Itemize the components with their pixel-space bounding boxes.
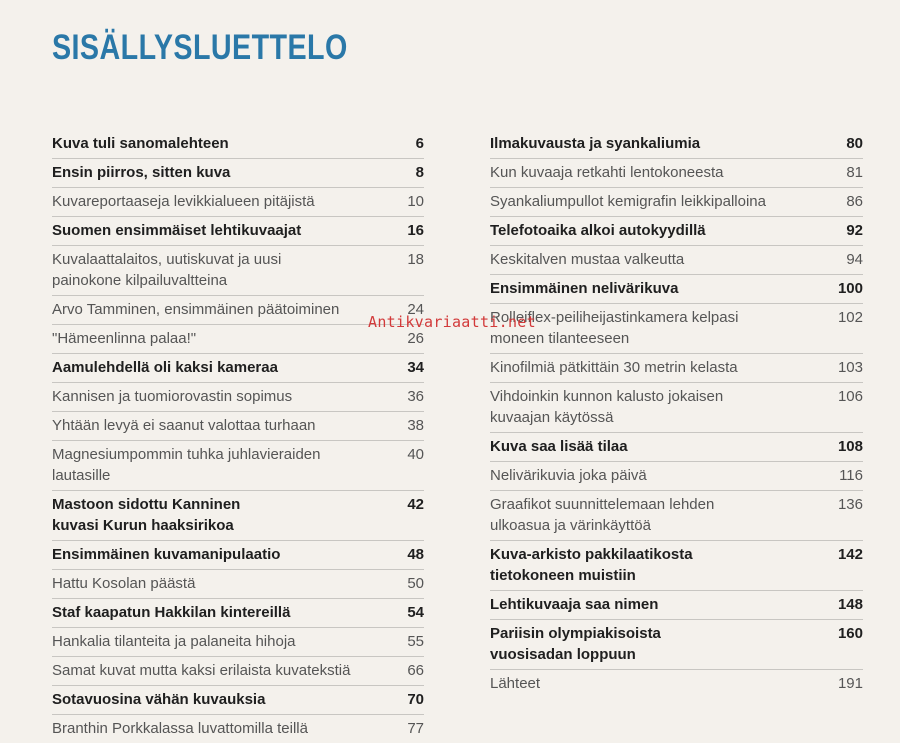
toc-chapter-entry bbox=[52, 217, 424, 246]
toc-chapter-entry bbox=[490, 433, 863, 462]
toc-entry-title: Samat kuvat mutta kaksi erilaista kuvatekstiä bbox=[52, 662, 351, 679]
toc-section-entry bbox=[490, 188, 863, 217]
toc-chapter-entry bbox=[52, 541, 424, 570]
toc-section-entry bbox=[52, 570, 424, 599]
toc-chapter-entry bbox=[490, 620, 863, 670]
toc-entry-title: Arvo Tamminen, ensimmäinen päätoiminen bbox=[52, 301, 340, 318]
page-title: SISÄLLYSLUETTELO bbox=[52, 28, 348, 67]
toc-section-entry bbox=[490, 491, 863, 541]
toc-chapter-entry bbox=[490, 275, 863, 304]
toc-entry-title: Kun kuvaaja retkahti lentokoneesta bbox=[490, 164, 724, 181]
toc-entry-page: 142 bbox=[837, 546, 863, 563]
toc-entry-title: Vihdoinkin kunnon kalusto jokaisen kuvaajan käytössä bbox=[490, 388, 724, 426]
toc-entry-page: 106 bbox=[837, 388, 863, 405]
toc-entry-page: 80 bbox=[846, 135, 863, 152]
toc-entry-title: Ensimmäinen kuvamanipulaatio bbox=[52, 546, 281, 563]
toc-entry-title: Graafikot suunnittelemaan lehden ulkoasua ja värinkäyttöä bbox=[490, 496, 715, 534]
toc-entry-page: 10 bbox=[407, 193, 424, 210]
toc-section-entry bbox=[490, 354, 863, 383]
toc-entry-page: 48 bbox=[407, 546, 424, 563]
toc-entry-title: Magnesiumpommin tuhka juhlavieraiden lautasille bbox=[52, 446, 321, 484]
toc-entry-title: Kuva tuli sanomalehteen bbox=[52, 135, 229, 152]
toc-entry-title: "Hämeenlinna palaa!" bbox=[52, 330, 197, 347]
toc-entry-title: Kuvalaattalaitos, uutiskuvat ja uusi painokone kilpailuvaltteina bbox=[52, 251, 282, 289]
toc-entry-title: Pariisin olympiakisoista vuosisadan loppuun bbox=[490, 625, 661, 663]
toc-entry-title: Nelivärikuvia joka päivä bbox=[490, 467, 647, 484]
toc-entry-title: Kannisen ja tuomiorovastin sopimus bbox=[52, 388, 293, 405]
toc-chapter-entry bbox=[490, 541, 863, 591]
toc-chapter-entry bbox=[490, 591, 863, 620]
toc-entry-page: 103 bbox=[837, 359, 863, 376]
toc-entry-title: Kuva-arkisto pakkilaatikosta tietokoneen muistiin bbox=[490, 546, 693, 584]
toc-section-entry bbox=[490, 462, 863, 491]
toc-section-entry bbox=[490, 159, 863, 188]
toc-section-entry bbox=[52, 246, 424, 296]
toc-chapter-entry bbox=[490, 130, 863, 159]
toc-section-entry bbox=[490, 383, 863, 433]
toc-entry-title: Hattu Kosolan päästä bbox=[52, 575, 196, 592]
toc-chapter-entry bbox=[52, 599, 424, 628]
toc-entry-title: Ilmakuvausta ja syankaliumia bbox=[490, 135, 701, 152]
toc-section-entry bbox=[52, 715, 424, 743]
toc-entry-title: Aamulehdellä oli kaksi kameraa bbox=[52, 359, 278, 376]
toc-entry-page: 8 bbox=[415, 164, 424, 181]
toc-entry-page: 34 bbox=[407, 359, 424, 376]
toc-entry-page: 148 bbox=[837, 596, 863, 613]
toc-entry-title: Telefotoaika alkoi autokyydillä bbox=[490, 222, 706, 239]
toc-entry-title: Suomen ensimmäiset lehtikuvaajat bbox=[52, 222, 302, 239]
toc-section-entry bbox=[490, 246, 863, 275]
toc-entry-page: 24 bbox=[407, 301, 424, 318]
toc-entry-title: Kinofilmiä pätkittäin 30 metrin kelasta bbox=[490, 359, 738, 376]
toc-entry-title: Lehtikuvaaja saa nimen bbox=[490, 596, 659, 613]
toc-entry-page: 66 bbox=[407, 662, 424, 679]
toc-chapter-entry bbox=[52, 491, 424, 541]
toc-entry-title: Hankalia tilanteita ja palaneita hihoja bbox=[52, 633, 296, 650]
toc-entry-page: 116 bbox=[839, 467, 863, 484]
toc-section-entry bbox=[52, 188, 424, 217]
toc-entry-page: 26 bbox=[407, 330, 424, 347]
toc-entry-title: Branthin Porkkalassa luvattomilla teillä bbox=[52, 720, 308, 737]
toc-entry-title: Ensimmäinen nelivärikuva bbox=[490, 280, 679, 297]
toc-entry-page: 55 bbox=[407, 633, 424, 650]
toc-entry-title: Kuva saa lisää tilaa bbox=[490, 438, 628, 455]
toc-entry-page: 86 bbox=[846, 193, 863, 210]
toc-chapter-entry bbox=[52, 354, 424, 383]
watermark: Antikvariaatti.net bbox=[368, 313, 536, 331]
toc-entry-page: 108 bbox=[837, 438, 863, 455]
toc-section-entry bbox=[490, 670, 863, 698]
toc-entry-page: 36 bbox=[407, 388, 424, 405]
toc-section-entry bbox=[52, 657, 424, 686]
toc-entry-page: 160 bbox=[837, 625, 863, 642]
toc-entry-page: 136 bbox=[837, 496, 863, 513]
toc-entry-page: 81 bbox=[846, 164, 863, 181]
toc-entry-page: 42 bbox=[407, 496, 424, 513]
toc-entry-title: Syankaliumpullot kemigrafin leikkipalloina bbox=[490, 193, 766, 210]
toc-entry-page: 77 bbox=[407, 720, 424, 737]
toc-entry-title: Yhtään levyä ei saanut valottaa turhaan bbox=[52, 417, 316, 434]
toc-entry-page: 102 bbox=[837, 309, 863, 326]
toc-entry-title: Kuvareportaaseja levikkialueen pitäjistä bbox=[52, 193, 315, 210]
toc-entry-page: 54 bbox=[407, 604, 424, 621]
toc-entry-page: 100 bbox=[837, 280, 863, 297]
toc-entry-page: 94 bbox=[846, 251, 863, 268]
toc-entry-title: Staf kaapatun Hakkilan kintereillä bbox=[52, 604, 291, 621]
toc-entry-page: 191 bbox=[837, 675, 863, 692]
toc-section-entry bbox=[52, 383, 424, 412]
toc-entry-title: Keskitalven mustaa valkeutta bbox=[490, 251, 685, 268]
toc-right-column bbox=[490, 130, 863, 698]
toc-section-entry bbox=[52, 412, 424, 441]
toc-section-entry bbox=[52, 628, 424, 657]
toc-entry-title: Lähteet bbox=[490, 675, 541, 692]
toc-entry-title: Rolleiflex-peiliheijastinkamera kelpasi moneen tilanteeseen bbox=[490, 309, 739, 347]
toc-left-column bbox=[52, 130, 424, 743]
toc-section-entry bbox=[52, 441, 424, 491]
toc-chapter-entry bbox=[52, 130, 424, 159]
toc-entry-title: Ensin piirros, sitten kuva bbox=[52, 164, 231, 181]
toc-entry-page: 38 bbox=[407, 417, 424, 434]
toc-section-entry bbox=[490, 304, 863, 354]
toc-entry-page: 6 bbox=[415, 135, 424, 152]
toc-entry-page: 50 bbox=[407, 575, 424, 592]
toc-entry-page: 70 bbox=[407, 691, 424, 708]
toc-chapter-entry bbox=[52, 686, 424, 715]
toc-entry-title: Sotavuosina vähän kuvauksia bbox=[52, 691, 266, 708]
toc-chapter-entry bbox=[490, 217, 863, 246]
toc-entry-page: 16 bbox=[407, 222, 424, 239]
toc-entry-title: Mastoon sidottu Kanninen kuvasi Kurun haaksirikoa bbox=[52, 496, 241, 534]
toc-entry-page: 18 bbox=[407, 251, 424, 268]
toc-entry-page: 40 bbox=[407, 446, 424, 463]
toc-entry-page: 92 bbox=[846, 222, 863, 239]
toc-chapter-entry bbox=[52, 159, 424, 188]
